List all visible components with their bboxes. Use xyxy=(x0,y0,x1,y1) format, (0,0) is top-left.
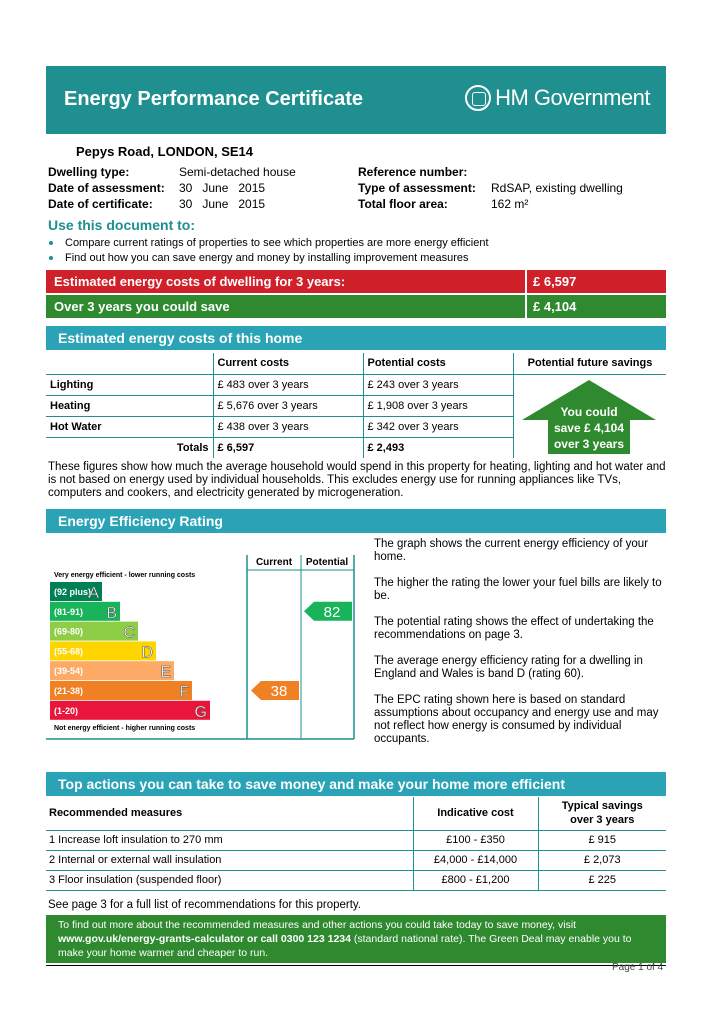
info-line-2-rest: (standard national rate). The Green Deal may enable you to xyxy=(350,933,632,945)
top-efficiency-note: Very energy efficient - lower running costs xyxy=(54,572,196,579)
cost-header: Indicative cost xyxy=(413,797,538,830)
costs-table xyxy=(46,353,514,458)
totals-row xyxy=(46,437,513,458)
property-address: Pepys Road, LONDON, SE14 xyxy=(76,144,253,159)
band-range-label: (1-20) xyxy=(54,705,79,716)
actions-header-row xyxy=(46,797,666,830)
estimated-cost-value: £ 6,597 xyxy=(533,274,577,289)
eer-paragraph: The graph shows the current energy efficiency of your home. xyxy=(374,538,649,563)
savings-value: £ 4,104 xyxy=(533,299,577,314)
dwelling-type-label: Dwelling type: xyxy=(48,165,130,179)
epc-page xyxy=(46,66,666,973)
page-number: Page 1 of 4 xyxy=(612,962,664,973)
band-letter: F xyxy=(179,684,189,701)
arrow-line-3: over 3 years xyxy=(553,437,625,451)
grants-link[interactable]: www.gov.uk/energy-grants-calculator or call xyxy=(58,933,281,945)
page-title: Energy Performance Certificate xyxy=(64,88,364,110)
floor-area-label: Total floor area: xyxy=(358,197,448,211)
assessment-date-label: Date of assessment: xyxy=(48,181,165,195)
bullet-item: Compare current ratings of properties to see which properties are more energy efficient xyxy=(48,236,489,251)
saving-cell: £ 225 xyxy=(538,870,666,890)
more-info-box xyxy=(46,915,666,963)
totals-potential: £ 2,493 xyxy=(363,437,513,458)
info-line-3: make your home warmer and cheaper to run. xyxy=(58,947,269,959)
band-range-label: (21-38) xyxy=(54,686,84,696)
certificate-date-value: 30 June 2015 xyxy=(179,197,266,211)
current-cost-cell: £ 483 over 3 years xyxy=(213,374,363,395)
savings-bar xyxy=(46,295,666,318)
current-column-header: Current xyxy=(255,557,293,568)
potential-rating-value: 82 xyxy=(323,603,341,621)
current-rating-value: 38 xyxy=(270,683,288,700)
bottom-efficiency-note: Not energy efficient - higher running costs xyxy=(54,725,196,732)
footer-rule xyxy=(46,965,666,966)
phone-number[interactable]: 0300 123 1234 xyxy=(280,933,351,945)
band-range-label: (69-80) xyxy=(54,626,84,637)
dwelling-type-value: Semi-detached house xyxy=(179,165,296,179)
row-label: Heating xyxy=(50,399,91,412)
savings-arrow-icon xyxy=(522,380,656,454)
costs-blank-header xyxy=(46,353,213,374)
details-right xyxy=(358,164,623,212)
savings-label: Over 3 years you could save xyxy=(46,295,527,318)
details-left xyxy=(48,164,296,212)
top-actions-heading: Top actions you can take to save money and make your home more efficient xyxy=(46,772,666,796)
certificate-date-label: Date of certificate: xyxy=(48,197,153,211)
band-letter: C xyxy=(123,624,135,642)
savings-header-line-2: over 3 years xyxy=(570,814,635,827)
potential-cost-cell: £ 342 over 3 years xyxy=(363,416,513,437)
info-line-1: To find out more about the recommended measures and other actions you could take today to save money, visit xyxy=(58,919,577,931)
efficiency-rating-heading: Energy Efficiency Rating xyxy=(46,509,666,533)
measure-cell: 3 Floor insulation (suspended floor) xyxy=(49,874,222,886)
arrow-line-1: You could xyxy=(560,405,618,419)
assessment-date-value: 30 June 2015 xyxy=(179,181,266,195)
eer-paragraph: The EPC rating shown here is based on standard assumptions about occupancy and energy use and may not reflect how energy is consumed by individual occupants. xyxy=(374,694,659,745)
totals-label: Totals xyxy=(176,441,209,454)
band-letter: B xyxy=(106,604,117,622)
cost-cell: £100 - £350 xyxy=(413,830,538,850)
eer-paragraph: The average energy efficiency rating for a dwelling in England and Wales is band D (rating 60). xyxy=(374,655,643,680)
estimated-cost-bar xyxy=(46,270,666,293)
efficiency-explanation xyxy=(374,538,666,759)
use-bullets xyxy=(48,236,489,266)
estimated-cost-label: Estimated energy costs of dwelling for 3 years: xyxy=(46,270,527,293)
band-range-label: (81-91) xyxy=(54,606,84,617)
potential-costs-header: Potential costs xyxy=(363,353,513,374)
royal-crest-icon xyxy=(465,85,491,111)
table-row xyxy=(46,374,513,395)
table-row xyxy=(46,395,513,416)
arrow-line-2: save £ 4,104 xyxy=(553,421,625,435)
actions-table xyxy=(46,797,666,891)
potential-column-header: Potential xyxy=(305,557,349,568)
floor-area-value: 162 m² xyxy=(491,197,529,211)
current-cost-cell: £ 5,676 over 3 years xyxy=(213,395,363,416)
rating-bands xyxy=(50,582,210,721)
current-cost-cell: £ 438 over 3 years xyxy=(213,416,363,437)
hm-government-logo xyxy=(465,85,650,111)
table-row xyxy=(46,830,666,850)
table-row xyxy=(46,850,666,870)
hm-government-label: HM Government xyxy=(495,85,650,110)
measure-cell: 1 Increase loft insulation to 270 mm xyxy=(49,834,223,846)
use-document-title: Use this document to: xyxy=(48,217,196,233)
measure-cell: 2 Internal or external wall insulation xyxy=(49,854,222,866)
eer-paragraph: The potential rating shows the effect of undertaking the recommendations on page 3. xyxy=(374,616,654,641)
band-range-label: (39-54) xyxy=(54,666,84,677)
savings-header xyxy=(538,797,666,830)
band-range-label: (92 plus) xyxy=(54,587,92,597)
header-banner xyxy=(46,66,666,134)
cost-cell: £4,000 - £14,000 xyxy=(413,850,538,870)
assessment-type-label: Type of assessment: xyxy=(358,181,476,195)
bullet-item: Find out how you can save energy and money by installing improvement measures xyxy=(48,251,489,266)
see-page-note: See page 3 for a full list of recommendations for this property. xyxy=(48,899,361,911)
totals-current: £ 6,597 xyxy=(213,437,363,458)
potential-cost-cell: £ 243 over 3 years xyxy=(363,374,513,395)
measures-header: Recommended measures xyxy=(49,807,183,820)
row-label: Lighting xyxy=(50,378,94,391)
efficiency-rating-chart xyxy=(46,546,356,743)
band-letter: A xyxy=(88,585,99,602)
estimated-costs-heading: Estimated energy costs of this home xyxy=(46,326,666,350)
future-savings-panel xyxy=(514,353,666,459)
saving-cell: £ 2,073 xyxy=(538,850,666,870)
band-letter: G xyxy=(194,703,207,721)
saving-cell: £ 915 xyxy=(538,830,666,850)
current-costs-header: Current costs xyxy=(213,353,363,374)
assessment-type-value: RdSAP, existing dwelling xyxy=(491,181,623,195)
savings-header-line-1: Typical savings xyxy=(561,800,643,813)
reference-number-label: Reference number: xyxy=(358,165,468,179)
eer-paragraph: The higher the rating the lower your fuel bills are likely to be. xyxy=(374,577,662,602)
row-label: Hot Water xyxy=(50,420,102,433)
table-row xyxy=(46,416,513,437)
band-range-label: (55-68) xyxy=(54,646,84,657)
potential-cost-cell: £ 1,908 over 3 years xyxy=(363,395,513,416)
cost-cell: £800 - £1,200 xyxy=(413,870,538,890)
band-letter: E xyxy=(160,664,171,682)
band-letter: D xyxy=(141,644,153,662)
future-savings-header: Potential future savings xyxy=(514,353,666,375)
table-row xyxy=(46,870,666,890)
figures-explanation: These figures show how much the average household would spend in this property for heating, lighting and hot water and is not based on energy used by individual households. This excludes energy use for running appliances like TVs, computers and cookers, and electricity generated by microgeneration. xyxy=(48,461,666,499)
